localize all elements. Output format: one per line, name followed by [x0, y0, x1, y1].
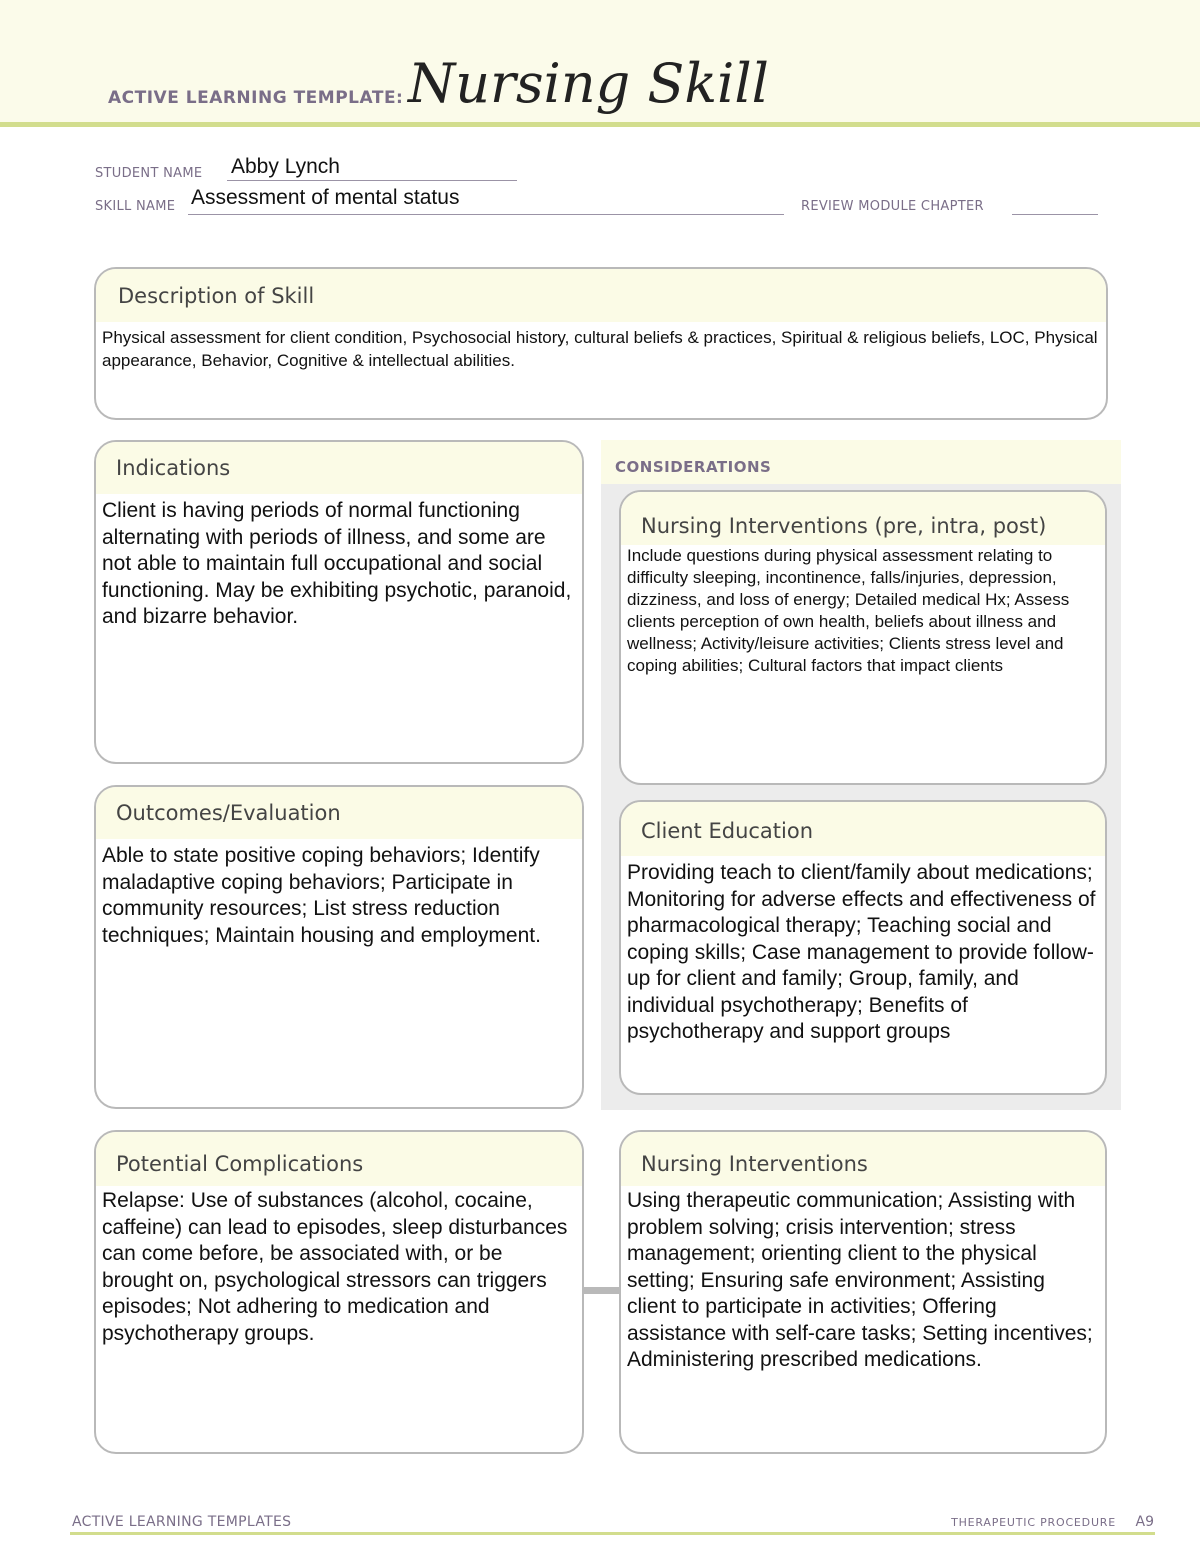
student-name-label: STUDENT NAME — [95, 166, 203, 181]
description-card — [94, 267, 1108, 420]
complications-card — [94, 1130, 584, 1454]
client-education-heading: Client Education — [621, 802, 1105, 856]
page-title: Nursing Skill — [408, 52, 769, 115]
indications-text[interactable]: Client is having periods of normal functioning alternating with periods of illness, and some are not able to maintain full occupational and social functioning. May be exhibiting psychotic, paranoid, and bizarre behavior. — [102, 499, 572, 628]
considerations-label: CONSIDERATIONS — [615, 458, 772, 476]
complications-heading: Potential Complications — [96, 1132, 582, 1186]
complications-text[interactable]: Relapse: Use of substances (alcohol, cocaine, caffeine) can lead to episodes, sleep disturbances can come before, be associated with, or be brought on, psychological stressors can triggers episodes; Not adhering to medication and psychotherapy groups. — [102, 1189, 568, 1345]
template-prefix: ACTIVE LEARNING TEMPLATE: — [108, 88, 404, 108]
nursing-interventions-text[interactable]: Using therapeutic communication; Assisting with problem solving; crisis intervention; stress management; orienting client to the physical setting; Ensuring safe environment; Assisting client to participate in activities; Offering assistance with self-care tasks; Setting incentives; Administering prescribed medications. — [627, 1189, 1093, 1371]
header-rule — [0, 122, 1200, 127]
skill-name-field[interactable]: Assessment of mental status — [191, 186, 460, 209]
nursing-interventions-prepost-text[interactable]: Include questions during physical assessment relating to difficulty sleeping, incontinence, falls/injuries, depression, dizziness, and loss of energy; Detailed medical Hx; Assess clients perception of own health, beliefs about illness and wellness; Activity/leisure activities; Clients stress level and coping abilities; Cultural factors that impact clients — [627, 546, 1070, 675]
description-text[interactable]: Physical assessment for client condition, Psychosocial history, cultural beliefs & practices, Spiritual & religious beliefs, LOC, Physical appearance, Behavior, Cognitive & intellectual abilities. — [102, 328, 1098, 370]
indications-card — [94, 440, 584, 764]
student-name-line — [227, 180, 517, 181]
review-module-line — [1012, 214, 1098, 215]
nursing-interventions-heading: Nursing Interventions — [621, 1132, 1105, 1186]
card-connector — [583, 1287, 621, 1294]
footer-section: THERAPEUTIC PROCEDURE — [951, 1516, 1116, 1529]
outcomes-card — [94, 785, 584, 1109]
outcomes-text[interactable]: Able to state positive coping behaviors; Identify maladaptive coping behaviors; Participate in community resources; List stress reduction techniques; Maintain housing and employment. — [102, 844, 541, 947]
outcomes-heading: Outcomes/Evaluation — [96, 787, 582, 839]
footer-rule — [70, 1532, 1155, 1535]
nursing-interventions-prepost-card — [619, 490, 1107, 785]
client-education-text[interactable]: Providing teach to client/family about medications; Monitoring for adverse effects and effectiveness of pharmacological therapy; Teaching social and coping skills; Case management to provide follow-up for client and family; Group, family, and individual psychotherapy; Benefits of psychotherapy and support groups — [627, 861, 1096, 1043]
skill-name-label: SKILL NAME — [95, 199, 176, 214]
nursing-interventions-prepost-heading: Nursing Interventions (pre, intra, post) — [621, 492, 1105, 545]
page-number: A9 — [1135, 1514, 1154, 1530]
client-education-card — [619, 800, 1107, 1095]
skill-name-line — [188, 214, 784, 215]
indications-heading: Indications — [96, 442, 582, 494]
review-module-label: REVIEW MODULE CHAPTER — [801, 199, 984, 214]
description-heading: Description of Skill — [96, 269, 1106, 322]
footer-left: ACTIVE LEARNING TEMPLATES — [72, 1514, 292, 1530]
nursing-interventions-card — [619, 1130, 1107, 1454]
student-name-field[interactable]: Abby Lynch — [231, 155, 340, 178]
